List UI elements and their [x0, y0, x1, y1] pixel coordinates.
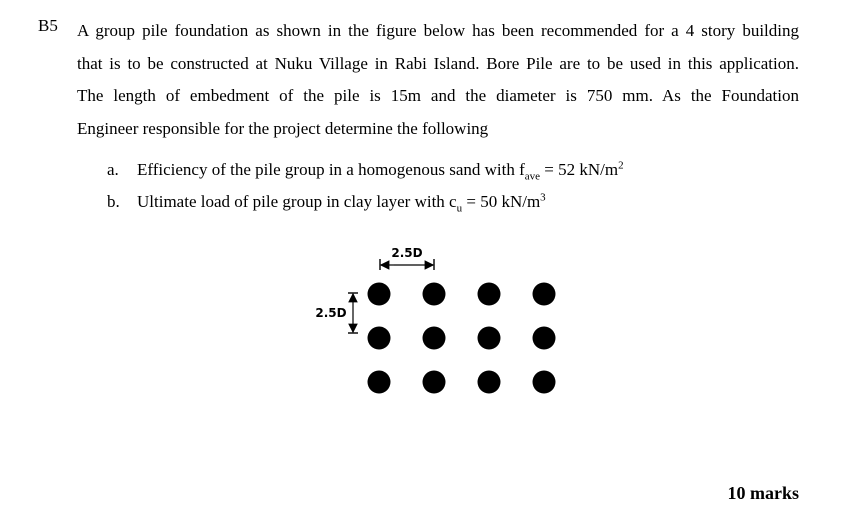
item-text: Ultimate load of pile group in clay layer with $c_u = 50$ $kN/m^3$: [137, 191, 546, 215]
pile: [478, 371, 501, 394]
pile: [423, 371, 446, 394]
pile: [533, 327, 556, 350]
vertical-spacing-label: 2.5D: [315, 306, 347, 320]
pile: [368, 283, 391, 306]
pile: [423, 327, 446, 350]
item-text: Efficiency of the pile group in a homogenous sand with $f_{ave} = 52$ $kN/m^2$: [137, 159, 624, 183]
question-number: B5: [38, 16, 58, 35]
pile: [478, 283, 501, 306]
pile: [533, 371, 556, 394]
horizontal-spacing-dimension: [380, 246, 434, 270]
vertical-spacing-dimension: [315, 293, 358, 333]
paragraph-line: that is to be constructed at Nuku Village in Rabi Island. Bore Pile are to be used in this application.: [77, 53, 799, 73]
horizontal-spacing-label: 2.5D: [391, 246, 423, 260]
pile: [368, 327, 391, 350]
pile-grid: [368, 283, 556, 394]
marks-label: 10 marks: [727, 483, 799, 503]
item-label: b.: [107, 192, 120, 211]
pile: [423, 283, 446, 306]
paragraph-line: A group pile foundation as shown in the figure below has been recommended for a 4 story building: [77, 21, 799, 40]
pile: [368, 371, 391, 394]
pile: [478, 327, 501, 350]
item-label: a.: [107, 160, 119, 179]
paragraph-line: The length of embedment of the pile is 15m and the diameter is 750 mm. As the Foundation: [77, 86, 799, 105]
pile: [533, 283, 556, 306]
paragraph-line: Engineer responsible for the project determine the following: [77, 118, 489, 138]
